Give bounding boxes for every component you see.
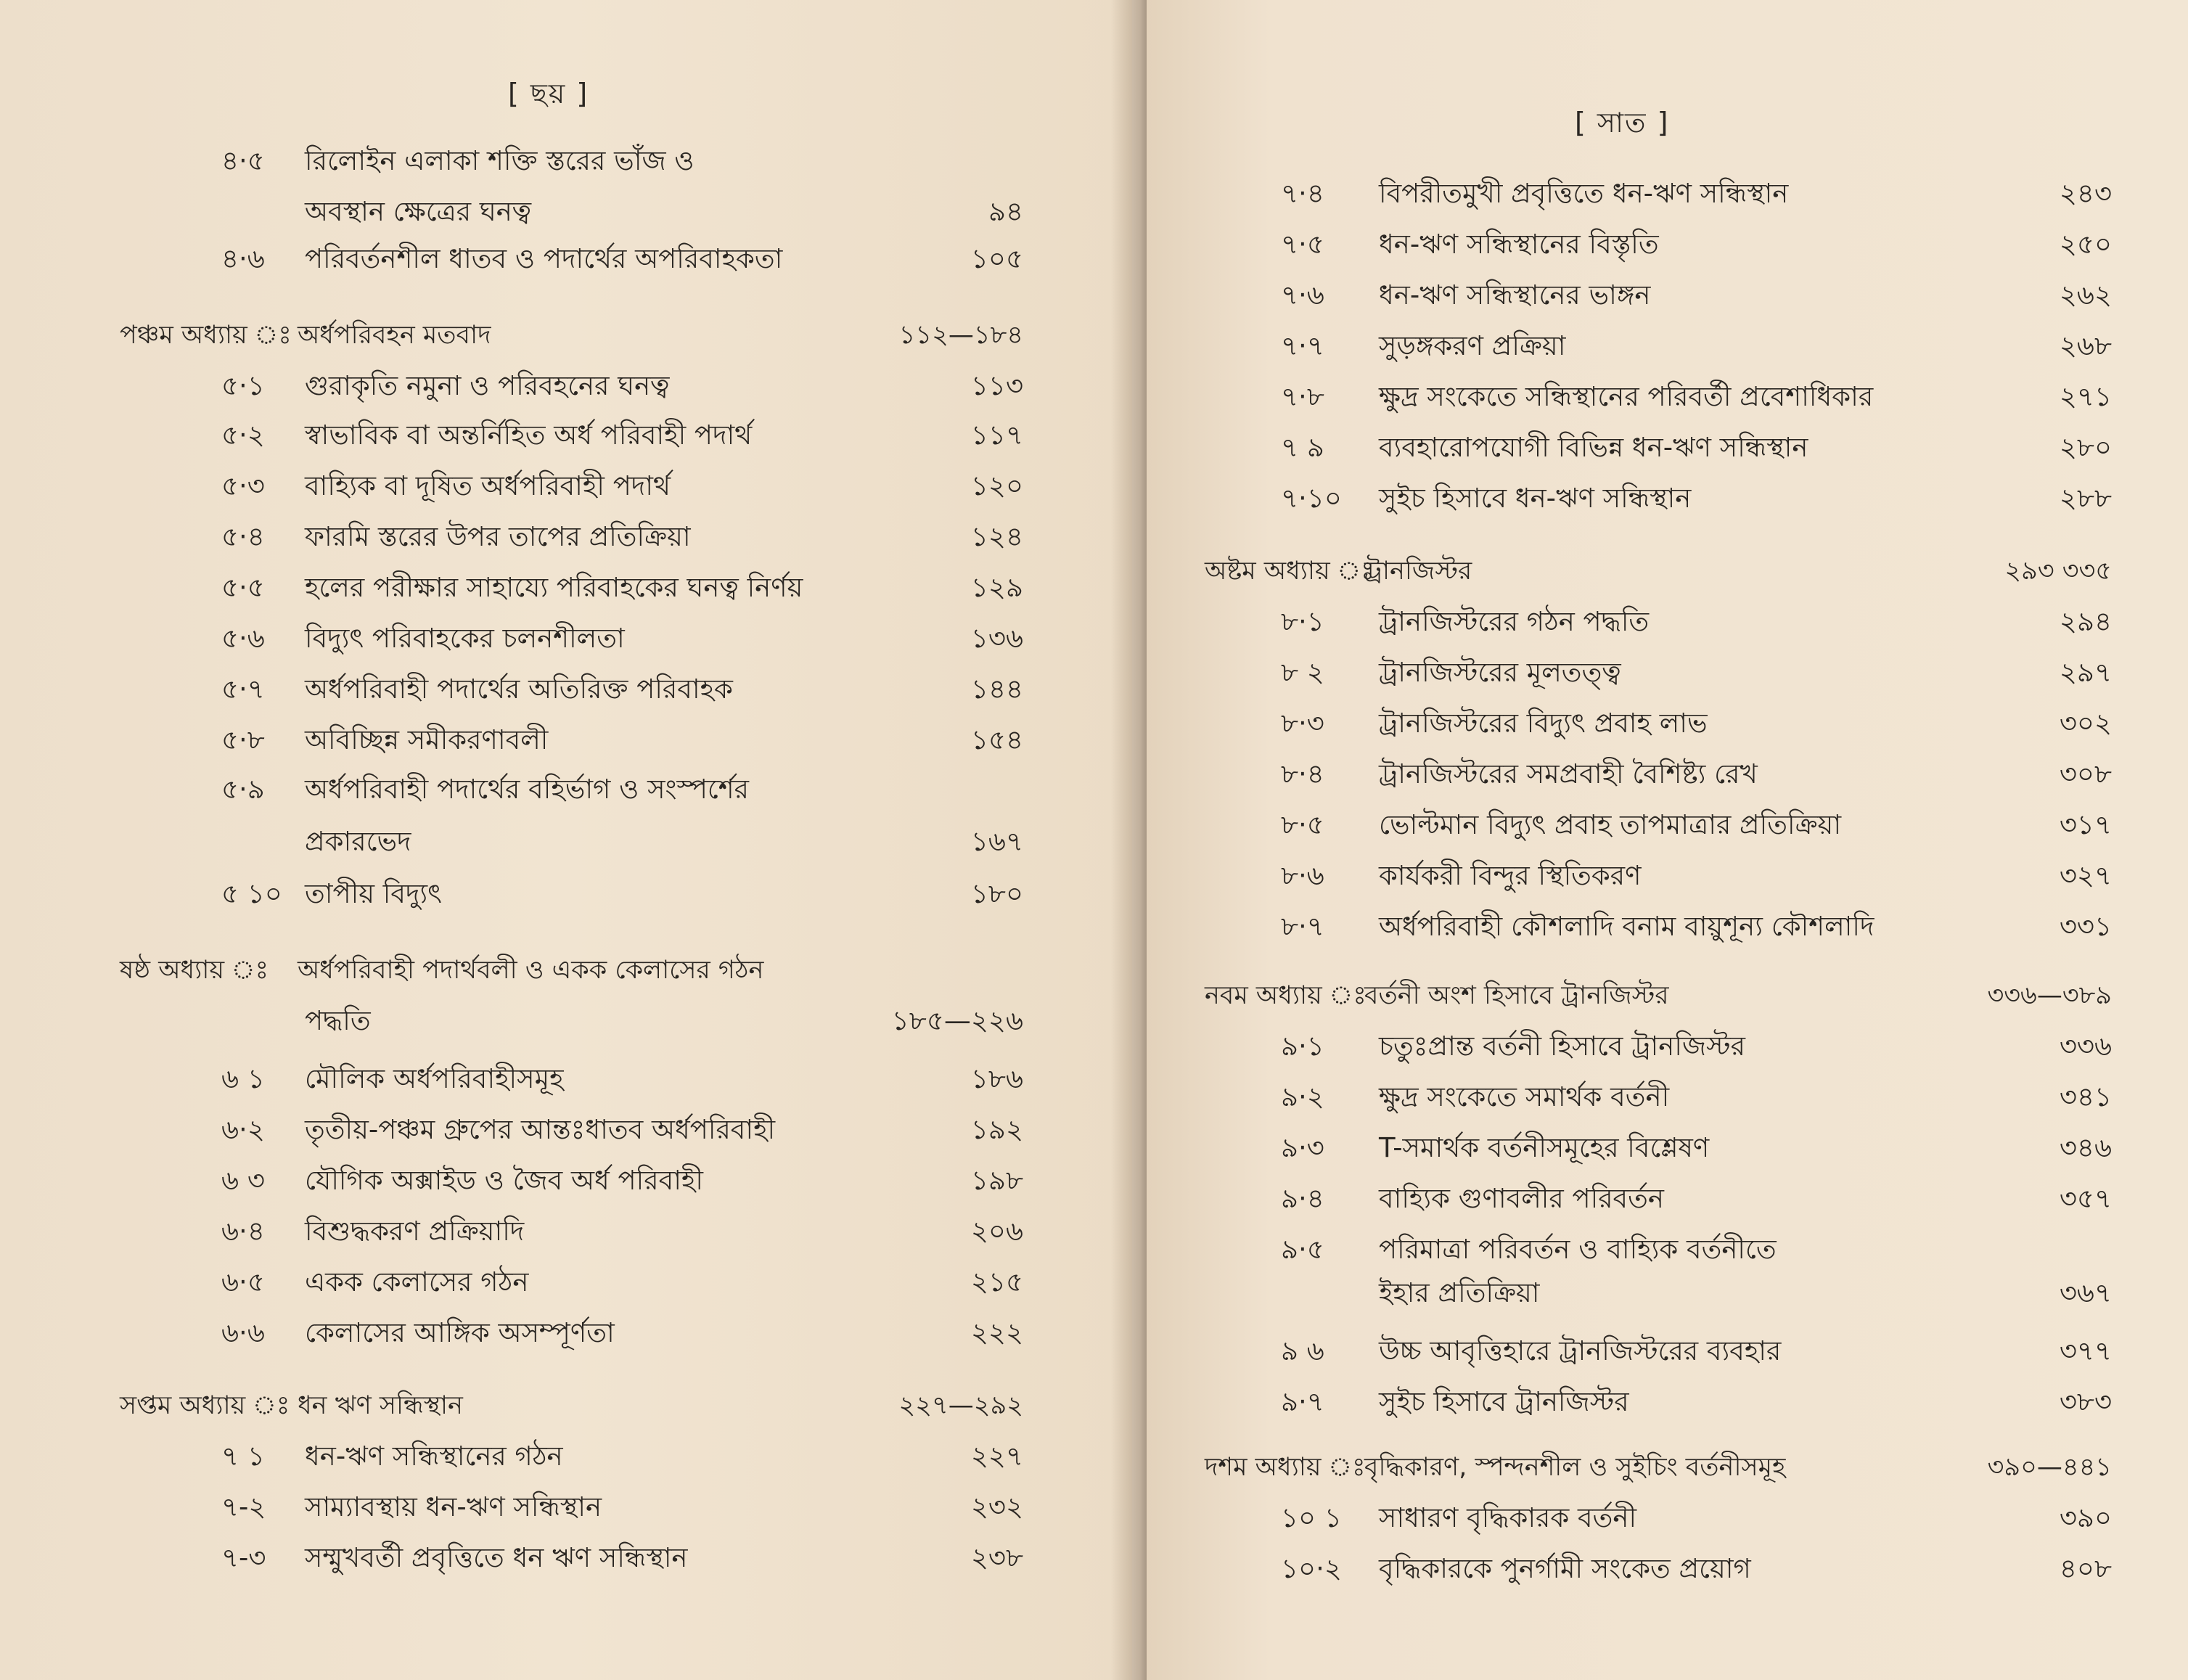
section-number: ৭·৬ <box>1281 279 1324 311</box>
page-number: ১৯৮ <box>970 1165 1023 1196</box>
section-number: ৯·৫ <box>1281 1234 1324 1265</box>
page-number: ২৩২ <box>970 1491 1023 1523</box>
section-number: ৫·৯ <box>221 774 265 805</box>
section-number: ৭·৭ <box>1281 330 1324 361</box>
section-number: ৫·৬ <box>221 623 265 654</box>
section-title: পরিবর্তনশীল ধাতব ও পদার্থের অপরিবাহকতা <box>305 243 783 274</box>
section-title: সুড়ঙ্গকরণ প্রক্রিয়া <box>1379 330 1566 361</box>
section-title: সাম্যাবস্থায় ধন-ঋণ সন্ধিস্থান <box>305 1491 602 1523</box>
section-title: অর্ধপরিবাহী পদার্থের বহির্ভাগ ও সংস্পর্শের <box>305 774 750 805</box>
section-title: উচ্চ আবৃত্তিহারে ট্রানজিস্টরের ব্যবহার <box>1379 1335 1782 1366</box>
section-title: ট্রানজিস্টরের মূলতত্ত্ব <box>1379 657 1621 688</box>
section-number: ৬·৪ <box>221 1216 265 1247</box>
section-title: কার্যকরী বিন্দুর স্থিতিকরণ <box>1379 860 1642 891</box>
section-number: ৮·৬ <box>1281 860 1324 891</box>
section-title: বিপরীতমুখী প্রবৃত্তিতে ধন-ঋণ সন্ধিস্থান <box>1379 178 1789 209</box>
section-number: ১০·২ <box>1281 1553 1342 1584</box>
section-number: ৪·৬ <box>221 243 265 274</box>
page-number: ১৮৬ <box>970 1063 1023 1094</box>
section-title: ক্ষুদ্র সংকেতে সমার্থক বর্তনী <box>1379 1081 1670 1113</box>
section-title: সাধারণ বৃদ্ধিকারক বর্তনী <box>1379 1502 1637 1533</box>
section-number: ৭·৮ <box>1281 381 1324 412</box>
section-title: প্রকারভেদ <box>305 826 411 857</box>
chapter-title: বর্তনী অংশ হিসাবে ট্রানজিস্টর <box>1364 981 1669 1010</box>
section-title: ধন-ঋণ সন্ধিস্থানের গঠন <box>305 1441 563 1472</box>
page-number: ১৬৭ <box>970 826 1023 857</box>
section-number: ৭·১০ <box>1281 483 1342 514</box>
section-title: তাপীয় বিদ্যুৎ <box>305 878 442 909</box>
page-number: ৩৩৬—৩৮৯ <box>1987 981 2112 1010</box>
section-title: গুরাকৃতি নমুনা ও পরিবহনের ঘনত্ব <box>305 370 670 401</box>
page-number: ২৬২ <box>2059 279 2112 311</box>
page-number: ২৩৮ <box>970 1542 1023 1573</box>
section-title: ট্রানজিস্টরের সমপ্রবাহী বৈশিষ্ট্য রেখ <box>1379 758 1758 790</box>
section-title: বৃদ্ধিকারকে পুনর্গামী সংকেত প্রয়োগ <box>1379 1553 1751 1584</box>
section-title: রিলোইন এলাকা শক্তি স্তরের ভাঁজ ও <box>305 145 694 176</box>
section-title: অর্ধপরিবাহী পদার্থের অতিরিক্ত পরিবাহক <box>305 673 733 705</box>
page-number: ২৯৪ <box>2059 606 2112 637</box>
page-number: ৩১৭ <box>2059 809 2112 840</box>
section-title: ধন-ঋণ সন্ধিস্থানের বিস্তৃতি <box>1379 229 1659 260</box>
section-title: পদ্ধতি <box>305 1005 371 1036</box>
chapter-title: অর্ধপরিবহন মতবাদ <box>298 321 491 350</box>
section-number: ৯ ৬ <box>1281 1335 1324 1366</box>
section-title: বাহ্যিক বা দূষিত অর্ধপরিবাহী পদার্থ <box>305 470 671 501</box>
chapter-label: নবম অধ্যায় ঃ <box>1205 981 1367 1010</box>
page-number: ২১৫ <box>970 1266 1023 1298</box>
page-number: ১২৪ <box>970 521 1023 552</box>
section-number: ৮·১ <box>1281 606 1324 637</box>
page-number: ৩০৮ <box>2059 758 2112 790</box>
page-number: ২৬৮ <box>2059 330 2112 361</box>
section-title: ধন-ঋণ সন্ধিস্থানের ভাঙ্গন <box>1379 279 1651 311</box>
section-number: ৯·৭ <box>1281 1386 1324 1417</box>
section-number: ১০ ১ <box>1281 1502 1342 1533</box>
section-number: ৯·৪ <box>1281 1183 1324 1214</box>
chapter-title: বৃদ্ধিকারণ, স্পন্দনশীল ও সুইচিং বর্তনীসমূহ <box>1364 1453 1786 1482</box>
section-title: ইহার প্রতিক্রিয়া <box>1379 1277 1540 1308</box>
section-number: ৮·৪ <box>1281 758 1324 790</box>
section-number: ৬ ৩ <box>221 1165 265 1196</box>
page-number: ১৪৪ <box>970 673 1023 705</box>
chapter-label: দশম অধ্যায় ঃ <box>1205 1453 1366 1482</box>
right-page-header: [ সাত ] <box>1575 107 1670 139</box>
section-number: ৫·৭ <box>221 673 265 705</box>
page-number: ১১৭ <box>970 419 1023 451</box>
chapter-label: সপ্তম অধ্যায় ঃ <box>120 1391 290 1420</box>
section-title: ভোল্টমান বিদ্যুৎ প্রবাহ তাপমাত্রার প্রতিক্রিয়া <box>1379 809 1842 840</box>
section-number: ৫·৪ <box>221 521 265 552</box>
page-number: ৩৯০ <box>2059 1502 2112 1533</box>
section-title: চতুঃপ্রান্ত বর্তনী হিসাবে ট্রানজিস্টর <box>1379 1030 1745 1062</box>
section-number: ৬·৬ <box>221 1317 265 1348</box>
section-number: ৫·৮ <box>221 724 265 755</box>
section-title: ব্যবহারোপযোগী বিভিন্ন ধন-ঋণ সন্ধিস্থান <box>1379 432 1808 463</box>
page-number: ২৪৩ <box>2059 178 2112 209</box>
section-title: তৃতীয়-পঞ্চম গ্রুপের আন্তঃধাতব অর্ধপরিবাহী <box>305 1114 776 1145</box>
section-title: অবিচ্ছিন্ন সমীকরণাবলী <box>305 724 549 755</box>
page-number: ৩২৭ <box>2059 860 2112 891</box>
page-number: ২০৬ <box>970 1216 1023 1247</box>
section-title: স্বাভাবিক বা অন্তর্নিহিত অর্ধ পরিবাহী পদার্থ <box>305 419 753 451</box>
page-number: ৩৫৭ <box>2059 1183 2112 1214</box>
section-title: হলের পরীক্ষার সাহায্যে পরিবাহকের ঘনত্ব নির্ণয় <box>305 572 803 603</box>
section-title: ফারমি স্তরের উপর তাপের প্রতিক্রিয়া <box>305 521 691 552</box>
section-number: ৮·৭ <box>1281 911 1324 942</box>
page-number: ৩৪৬ <box>2059 1132 2112 1163</box>
section-title: মৌলিক অর্ধপরিবাহীসমূহ <box>305 1063 564 1094</box>
section-title: বিশুদ্ধকরণ প্রক্রিয়াদি <box>305 1216 525 1247</box>
page-number: ৩৩৬ <box>2059 1030 2112 1062</box>
page-number: ২৯৭ <box>2059 657 2112 688</box>
section-number: ৭·৫ <box>1281 229 1324 260</box>
page-number: ৩০২ <box>2059 708 2112 739</box>
chapter-label: ষষ্ঠ অধ্যায় ঃ <box>120 956 269 985</box>
section-number: ৮ ২ <box>1281 657 1324 688</box>
page-number: ১১৩ <box>970 370 1023 401</box>
section-title: ট্রানজিস্টরের বিদ্যুৎ প্রবাহ লাভ <box>1379 708 1708 739</box>
page-number: ২৭১ <box>2059 381 2112 412</box>
page-number: ১৫৪ <box>970 724 1023 755</box>
section-number: ৭-৩ <box>221 1542 266 1573</box>
page-number: ২২২ <box>970 1317 1023 1348</box>
section-number: ৮·৫ <box>1281 809 1324 840</box>
page-number: ২৮০ <box>2059 432 2112 463</box>
section-number: ৫·৩ <box>221 470 265 501</box>
section-number: ৯·২ <box>1281 1081 1324 1113</box>
section-title: T-সমার্থক বর্তনীসমূহের বিশ্লেষণ <box>1379 1132 1710 1163</box>
page-number: ৩৮৩ <box>2059 1386 2112 1417</box>
section-title: যৌগিক অক্সাইড ও জৈব অর্ধ পরিবাহী <box>305 1165 703 1196</box>
page-number: ২৯৩ ৩৩৫ <box>2004 557 2112 586</box>
page-number: ১৯২ <box>970 1114 1023 1145</box>
page-number: ২২৭ <box>970 1441 1023 1472</box>
page-number: ১৩৬ <box>970 623 1023 654</box>
page-number: ১৮০ <box>970 878 1023 909</box>
section-number: ৬·৫ <box>221 1266 265 1298</box>
page-number: ৯৪ <box>988 196 1023 227</box>
section-number: ৭ ৯ <box>1281 432 1324 463</box>
section-title: সুইচ হিসাবে ট্রানজিস্টর <box>1379 1386 1629 1417</box>
section-title: একক কেলাসের গঠন <box>305 1266 529 1298</box>
section-number: ৭ ১ <box>221 1441 265 1472</box>
section-number: ৬ ১ <box>221 1063 265 1094</box>
section-number: ৮·৩ <box>1281 708 1324 739</box>
page-number: ১১২—১৮৪ <box>898 321 1023 350</box>
page-number: ১২৯ <box>970 572 1023 603</box>
chapter-title: ট্রানজিস্টর <box>1364 557 1472 586</box>
page-number: ২৫০ <box>2059 229 2112 260</box>
section-number: ৬·২ <box>221 1114 265 1145</box>
section-title: কেলাসের আঙ্গিক অসম্পূর্ণতা <box>305 1317 615 1348</box>
section-title: সম্মুখবর্তী প্রবৃত্তিতে ধন ঋণ সন্ধিস্থান <box>305 1542 688 1573</box>
section-number: ৭·৪ <box>1281 178 1324 209</box>
section-title: পরিমাত্রা পরিবর্তন ও বাহ্যিক বর্তনীতে <box>1379 1234 1777 1265</box>
page-number: ১৮৫—২২৬ <box>891 1005 1023 1036</box>
chapter-label: পঞ্চম অধ্যায় ঃ <box>120 321 292 350</box>
page-number: ১০৫ <box>970 243 1023 274</box>
section-number: ৫ ১০ <box>221 878 282 909</box>
section-number: ৫·৫ <box>221 572 265 603</box>
page-number: ২৮৮ <box>2059 483 2112 514</box>
section-number: ৯·১ <box>1281 1030 1324 1062</box>
page-number: ৪০৮ <box>2059 1553 2112 1584</box>
section-title: সুইচ হিসাবে ধন-ঋণ সন্ধিস্থান <box>1379 483 1692 514</box>
page-number: ৩৬৭ <box>2059 1277 2112 1308</box>
page-number: ৩৯০—৪৪১ <box>1987 1453 2112 1482</box>
chapter-title: অর্ধপরিবাহী পদার্থবলী ও একক কেলাসের গঠন <box>298 956 764 985</box>
section-title: বিদ্যুৎ পরিবাহকের চলনশীলতা <box>305 623 625 654</box>
section-number: ৫·১ <box>221 370 265 401</box>
right-page <box>1147 0 2188 1680</box>
section-number: ৭-২ <box>221 1491 266 1523</box>
section-title: অবস্থান ক্ষেত্রের ঘনত্ব <box>305 196 532 227</box>
page-number: ৩৭৭ <box>2059 1335 2112 1366</box>
chapter-label: অষ্টম অধ্যায় ঃ <box>1205 557 1374 586</box>
section-title: বাহ্যিক গুণাবলীর পরিবর্তন <box>1379 1183 1664 1214</box>
left-page-header: [ ছয় ] <box>508 78 589 110</box>
chapter-title: ধন ঋণ সন্ধিস্থান <box>298 1391 463 1420</box>
section-number: ৪·৫ <box>221 145 265 176</box>
section-title: ট্রানজিস্টরের গঠন পদ্ধতি <box>1379 606 1650 637</box>
page-number: ১২০ <box>970 470 1023 501</box>
section-title: অর্ধপরিবাহী কৌশলাদি বনাম বায়ুশূন্য কৌশলাদি <box>1379 911 1874 942</box>
page-number: ২২৭—২৯২ <box>898 1391 1023 1420</box>
page-number: ৩৩১ <box>2059 911 2112 942</box>
section-title: ক্ষুদ্র সংকেতে সন্ধিস্থানের পরিবর্তী প্রবেশাধিকার <box>1379 381 1874 412</box>
section-number: ৯·৩ <box>1281 1132 1324 1163</box>
page-number: ৩৪১ <box>2059 1081 2112 1113</box>
section-number: ৫·২ <box>221 419 265 451</box>
